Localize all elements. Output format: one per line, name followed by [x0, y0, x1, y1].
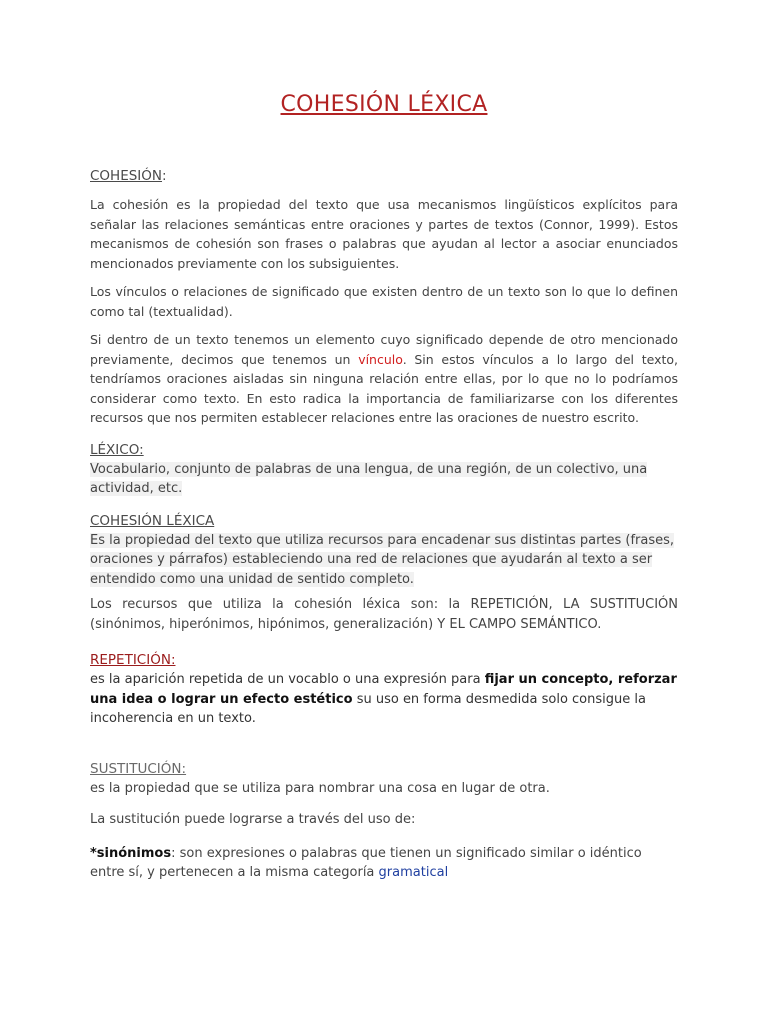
repeticion-bold: fijar un concepto, reforzar una idea o lograr un efecto estético	[90, 672, 677, 707]
paragraph-cohesion-2: Los vínculos o relaciones de significado que existen dentro de un texto son lo que lo definen como tal (textualidad).	[90, 284, 678, 319]
cohesion-lexica-line-3: entendido como una unidad de sentido completo.	[90, 571, 414, 587]
paragraph-cohesion-lexica-2: Los recursos que utiliza la cohesión léxica son: la REPETICIÓN, LA SUSTITUCIÓN (sinónimos, hiperónimos, hipónimos, generalización) Y EL CAMPO SEMÁNTICO.	[90, 597, 678, 632]
repeticion-text-end: su uso en forma desmedida solo consigue la incoherencia en un texto.	[90, 691, 646, 726]
paragraph-lexico	[90, 460, 678, 499]
paragraph-sustitucion-2: La sustitución puede lograrse a través del uso de:	[90, 812, 416, 827]
page-title: COHESIÓN LÉXICA	[280, 92, 488, 117]
sinonimos-text: : son expresiones o palabras que tienen un significado similar o idéntico entre sí, y pertenecen a la misma categoría	[90, 845, 642, 880]
link-gramatical[interactable]: gramatical	[378, 865, 449, 880]
heading-repeticion: REPETICIÓN:	[90, 652, 176, 668]
heading-lexico: LÉXICO:	[90, 441, 144, 458]
paragraph-cohesion-lexica-1	[90, 531, 678, 590]
heading-cohesion-colon: :	[162, 168, 167, 184]
sinonimos-bold: *sinónimos	[90, 845, 172, 861]
cohesion-lexica-line-1: Es la propiedad del texto que utiliza recursos para encadenar sus distintas partes (frases,	[90, 532, 675, 548]
document-body	[90, 166, 678, 883]
heading-sustitucion: SUSTITUCIÓN:	[90, 760, 187, 777]
paragraph-cohesion-3-start: Si dentro de un texto tenemos un elemento cuyo significado depende de otro mencionado previamente, decimos que tenemos un	[90, 332, 678, 367]
heading-cohesion-lexica: COHESIÓN LÉXICA	[90, 512, 215, 529]
paragraph-sustitucion-1: es la propiedad que se utiliza para nombrar una cosa en lugar de otra.	[90, 780, 550, 796]
paragraph-cohesion-3-end: . Sin estos vínculos a lo largo del texto, tendríamos oraciones aisladas sin ninguna relación entre ellas, por lo que no lo podríamos considerar como texto. En esto radica la importancia de familiarizarse con los diferentes recursos que nos permiten establecer relaciones entre las oraciones de nuestro escrito.	[90, 351, 678, 425]
paragraph-repeticion	[90, 670, 678, 729]
cohesion-lexica-line-2: oraciones y párrafos) estableciendo una red de relaciones que ayudarán al texto a ser	[90, 552, 653, 567]
repeticion-text-start: es la aparición repetida de un vocablo o una expresión para	[90, 672, 485, 687]
paragraph-cohesion-1: La cohesión es la propiedad del texto que usa mecanismos lingüísticos explícitos para señalar las relaciones semánticas entre oraciones y partes de textos (Connor, 1999). Estos mecanismos de cohesión son frases o palabras que ayudan al lector a asociar enunciados mencionados previamente con los subsiguientes.	[90, 197, 678, 271]
link-vinculo[interactable]: vínculo	[358, 351, 403, 367]
paragraph-sinonimos	[90, 844, 678, 883]
paragraph-cohesion-3	[90, 330, 678, 428]
lexico-line-1: Vocabulario, conjunto de palabras de una lengua, de una región, de un colectivo, una	[90, 461, 648, 477]
heading-cohesion-text: COHESIÓN	[90, 168, 163, 184]
heading-cohesion	[90, 166, 678, 186]
lexico-line-2: actividad, etc.	[90, 481, 183, 496]
